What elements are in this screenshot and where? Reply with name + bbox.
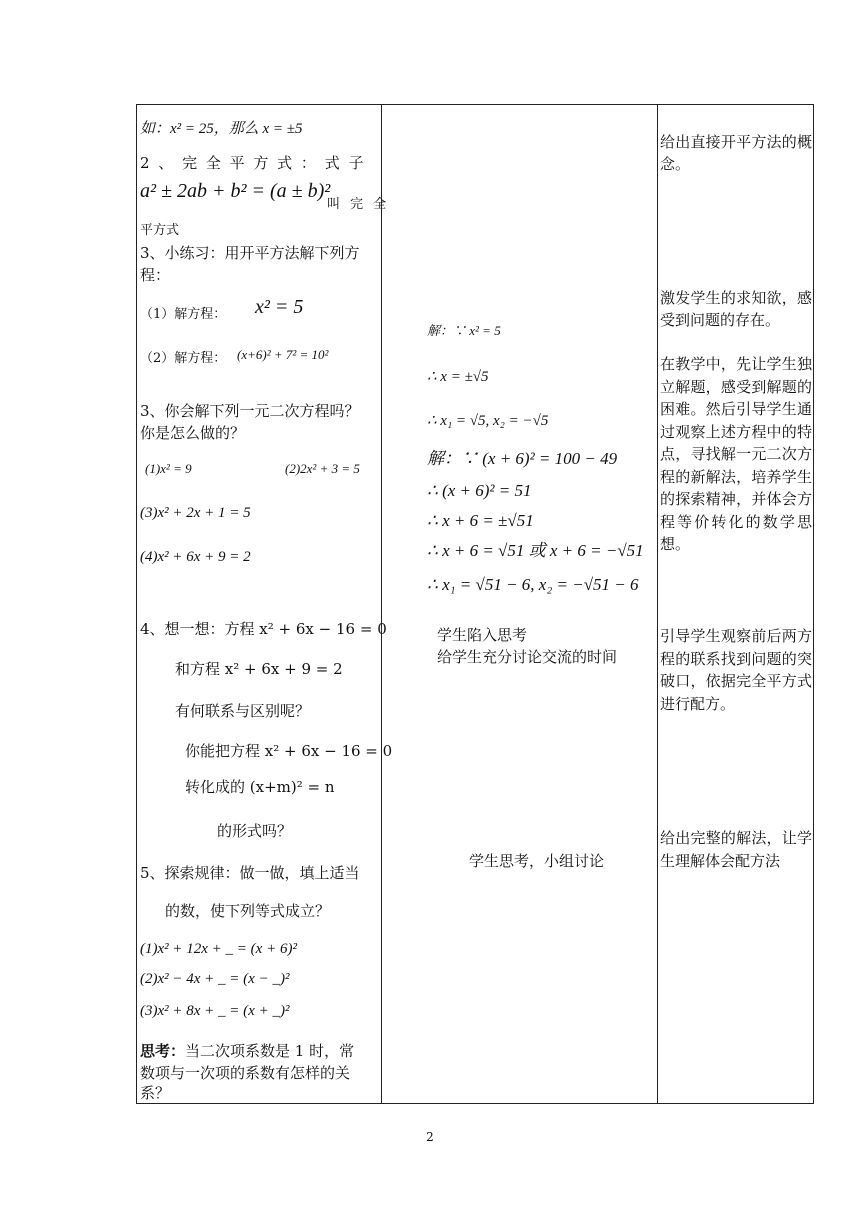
reflect-label: 思考： — [140, 1042, 186, 1060]
think-line-3: 有何联系与区别呢？ — [175, 702, 311, 720]
equation-3: (3)x² + 2x + 1 = 5 — [140, 505, 251, 521]
question-line: 3、你会解下列一元二次方程吗？ — [140, 402, 360, 420]
practice-item-2: （2）解方程： — [140, 351, 227, 366]
intent-direct-root: 给出直接开平方法的概念。 — [660, 133, 812, 173]
example-line: 如：x² = 25，那么 x = ±5 — [140, 121, 303, 137]
solution-step-2: ∴ x = ±√5 — [427, 369, 489, 385]
think-line-4: 你能把方程 x² + 6x − 16 = 0 — [185, 742, 393, 760]
page-number: 2 — [426, 1130, 434, 1144]
intent-complete-solution: 给出完整的解法，让学生理解体会配方法 — [660, 829, 812, 870]
fill-blank-1: (1)x² + 12x + _ = (x + 6)² — [140, 941, 297, 957]
practice-item-1: （1）解方程： — [140, 307, 227, 322]
think-line-2: 和方程 x² + 6x + 9 = 2 — [175, 660, 343, 678]
reflect-line-1 — [140, 1041, 354, 1061]
practice-title: 3、小练习：用开平方法解下列方 — [140, 244, 360, 262]
solution-step-4: 解：∵ (x + 6)² = 100 − 49 — [427, 449, 618, 468]
explore-line-2: 的数，使下列等式成立？ — [165, 902, 331, 920]
solution-step-1: 解：∵ x² = 5 — [427, 323, 501, 338]
activity-discussion-time: 给学生充分讨论交流的时间 — [437, 648, 618, 666]
think-line-1: 4、想一想：方程 x² + 6x − 16 = 0 — [140, 620, 387, 638]
reflect-line-3: 系？ — [140, 1084, 171, 1102]
equation-2: (2)2x² + 3 = 5 — [285, 461, 360, 476]
practice-title-cont: 程： — [140, 266, 171, 284]
activity-group-discussion: 学生思考，小组讨论 — [469, 852, 605, 870]
teaching-content-column — [137, 105, 393, 1103]
think-line-6: 的形式吗？ — [217, 822, 293, 840]
solution-step-7: ∴ x + 6 = √51 或 x + 6 = −√51 — [427, 541, 644, 560]
intent-motivation: 激发学生的求知欲，感受到问题的存在。 — [660, 289, 812, 329]
equation-1: (1)x² = 9 — [145, 461, 192, 476]
reflect-line-2: 数项与一次项的系数有怎样的关 — [140, 1064, 351, 1082]
think-line-5: 转化成的 (x+m)² = n — [185, 778, 335, 796]
perfect-square-title: 2 、 完 全 平 方 式 ： 式 子 — [140, 154, 366, 172]
equation-4: (4)x² + 6x + 9 = 2 — [140, 549, 251, 565]
reflect-text: 当二次项系数是 1 时，常 — [185, 1042, 355, 1060]
perfect-square-text: 平方式 — [140, 223, 180, 238]
lesson-table — [136, 104, 814, 1104]
intent-method: 在教学中，先让学生独立解题，感受到解题的困难。然后引导学生通过观察上述方程中的特点，寻找解一元二次方程的新解法，培养学生的探索精神，并体会方程等价转化的数学思想。 — [660, 355, 812, 553]
solution-step-5: ∴ (x + 6)² = 51 — [427, 481, 532, 500]
explore-line-1: 5、探索规律：做一做，填上适当 — [140, 864, 360, 882]
practice-equation-1: x² = 5 — [255, 296, 304, 318]
fill-blank-2: (2)x² − 4x + _ = (x − _)² — [140, 971, 290, 987]
solution-step-8: ∴ x₁ = √51 − 6, x₂ = −√51 − 6 — [427, 575, 639, 594]
question-line-cont: 你是怎么做的？ — [140, 424, 246, 442]
activity-thinking: 学生陷入思考 — [437, 626, 528, 644]
design-intent-column — [657, 105, 815, 1103]
perfect-square-suffix: 叫 完 全 — [327, 197, 390, 212]
fill-blank-3: (3)x² + 8x + _ = (x + _)² — [140, 1003, 290, 1019]
practice-equation-2: (x+6)² + 7² = 10² — [237, 347, 329, 362]
student-activity-column — [381, 105, 657, 1103]
perfect-square-formula: a² ± 2ab + b² = (a ± b)² — [140, 180, 331, 202]
solution-step-6: ∴ x + 6 = ±√51 — [427, 511, 534, 530]
solution-step-3: ∴ x₁ = √5, x₂ = −√5 — [427, 413, 549, 429]
intent-connection: 引导学生观察前后两方程的联系找到问题的突破口，依据完全平方式进行配方。 — [660, 627, 812, 713]
